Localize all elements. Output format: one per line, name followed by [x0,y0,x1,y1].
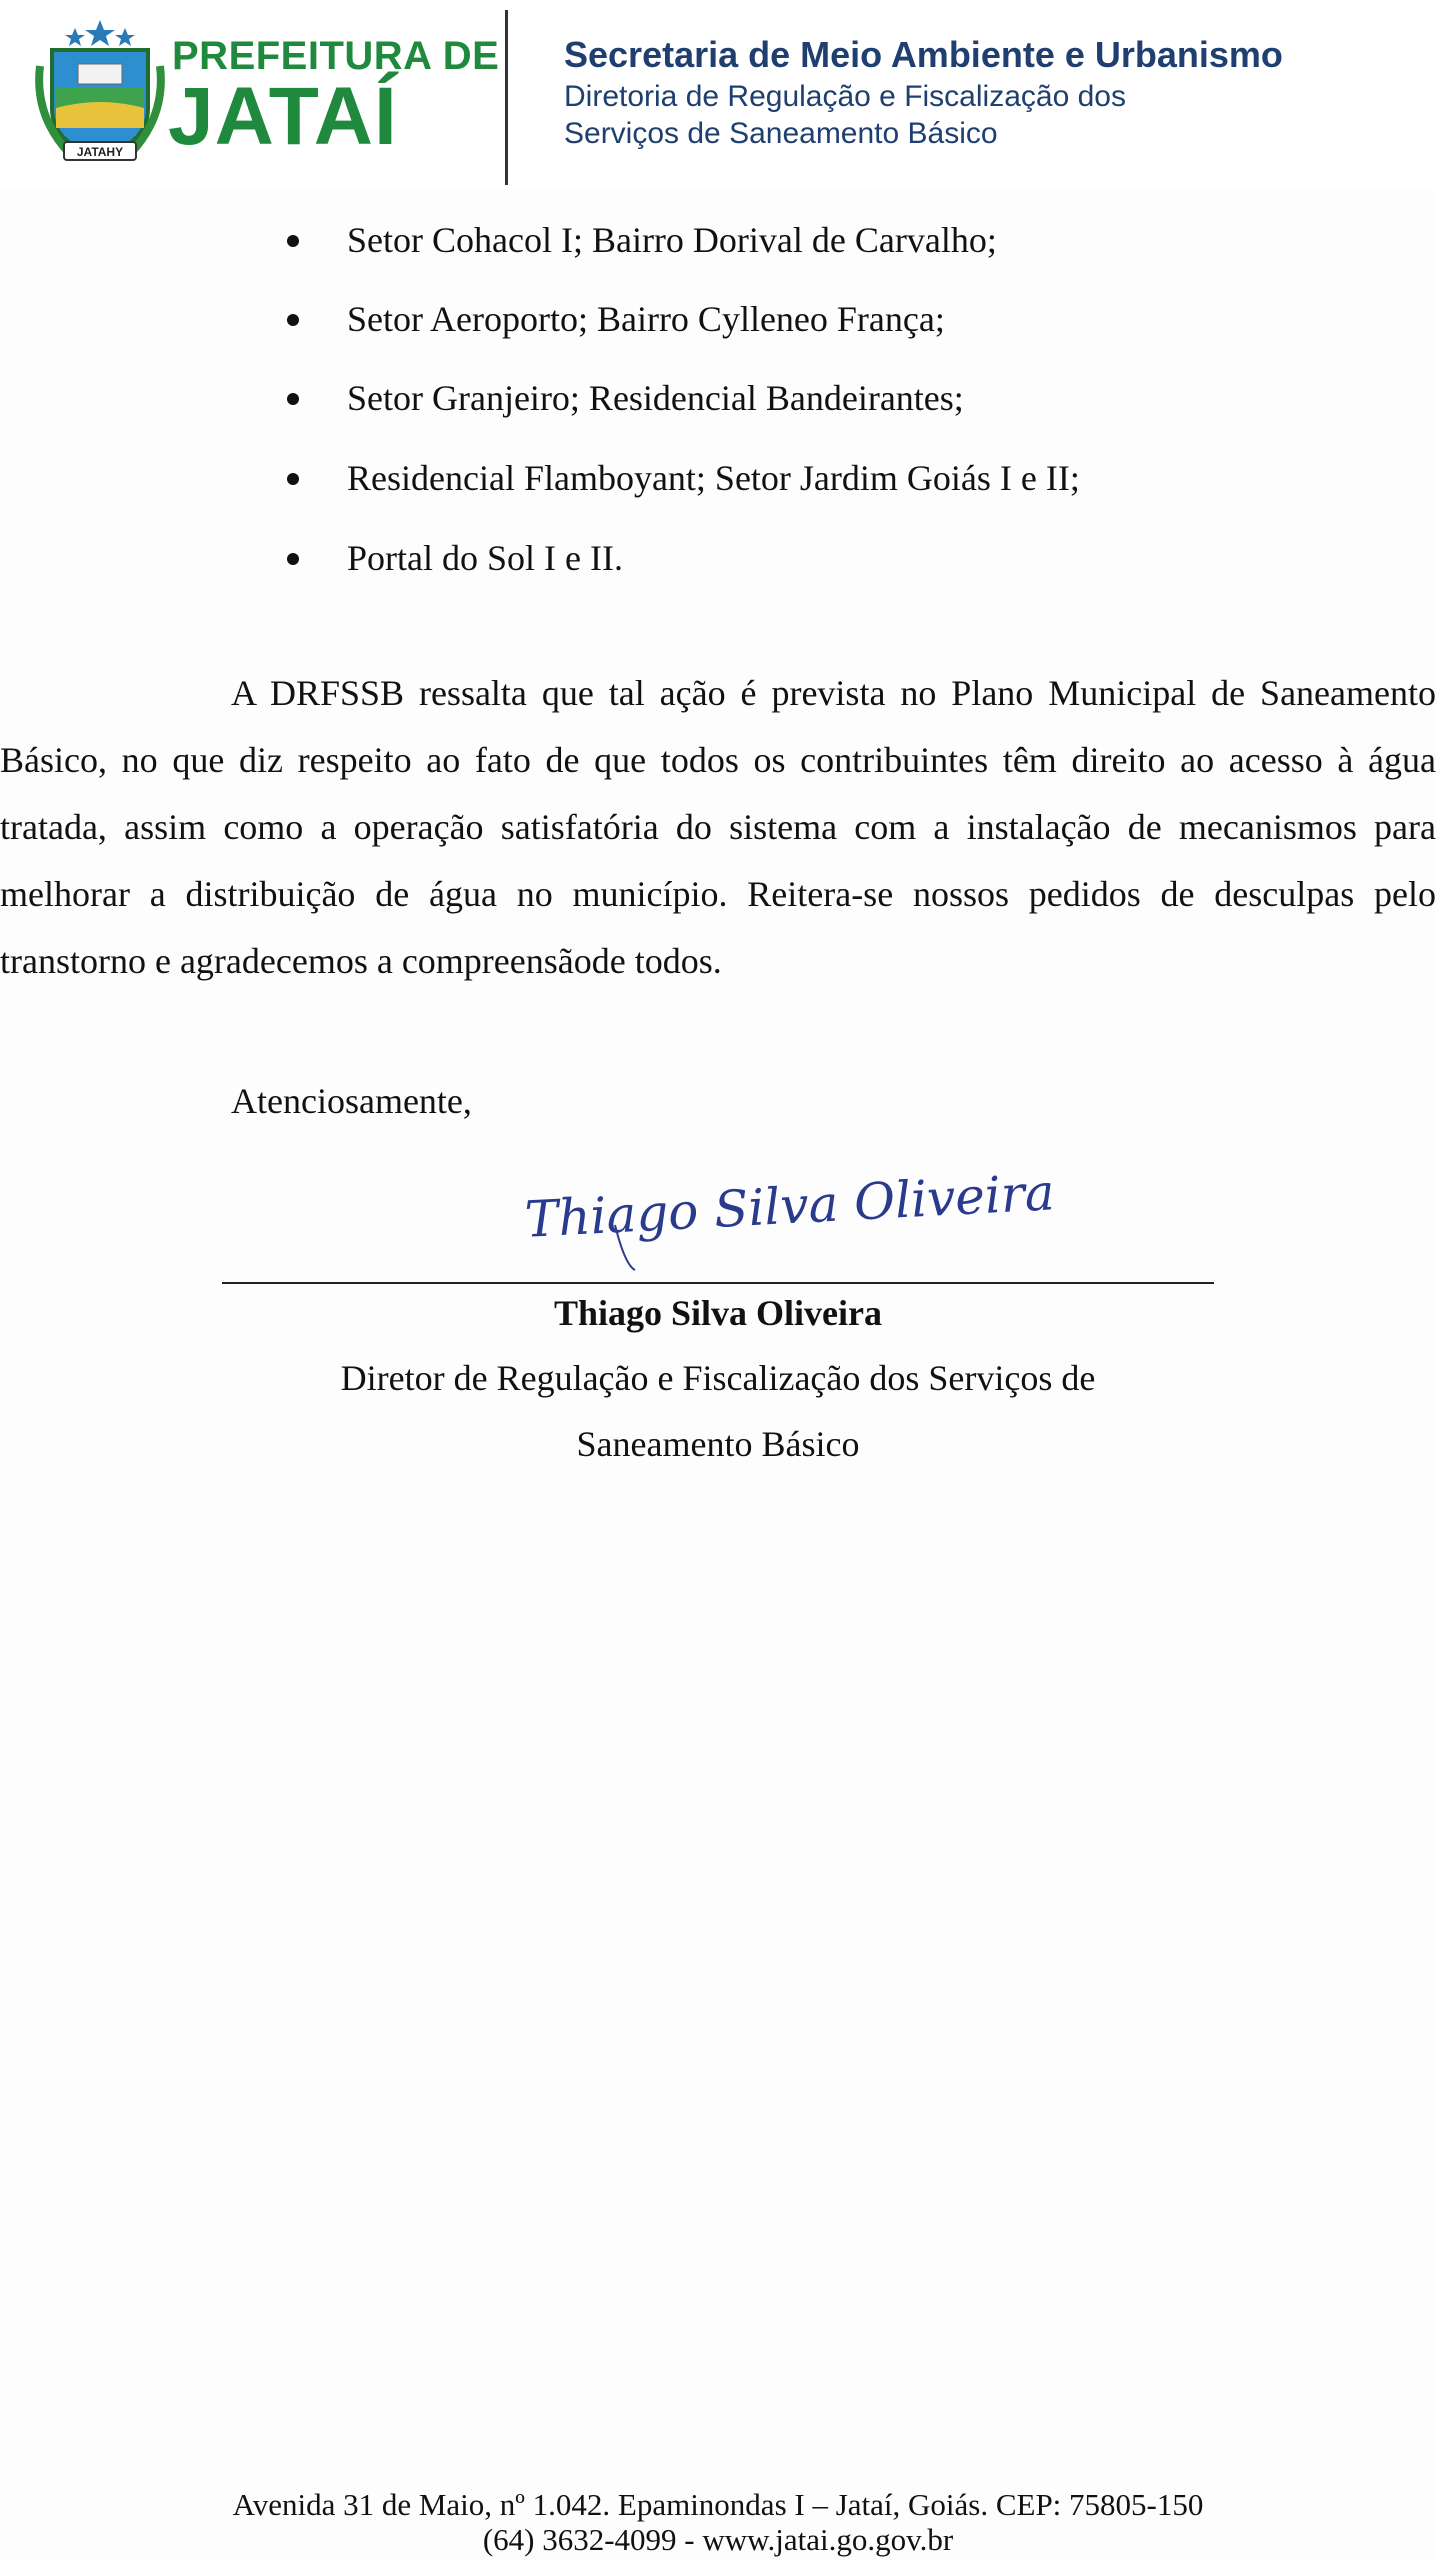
list-item-text: Setor Aeroporto; Bairro Cylleneo França; [347,299,945,339]
bullet-icon [287,235,299,247]
body-paragraph: A DRFSSB ressalta que tal ação é prevista no Plano Municipal de Saneamento Básico, no que diz respeito ao fato de que todos os contribuintes têm direito ao acesso à água tratada, assim como a operação satisfatória do sistema com a instalação de mecanismos para melhorar a distribuição de água no município. Reitera-se nossos pedidos de desculpas pelo transtorno e agradecemos a compreensãode todos. [0,673,1436,981]
closing-salutation: Atenciosamente, [231,1081,472,1121]
handwritten-signature [515,1155,1056,1275]
bullet-icon [287,553,299,565]
list-item-text: Residencial Flamboyant; Setor Jardim Goiás I e II; [347,458,1080,498]
list-item [347,540,623,576]
signer-role-line-2: Saneamento Básico [576,1424,860,1464]
list-item [347,301,945,337]
city-coat-of-arms-icon [30,16,170,166]
diretoria-line-1: Diretoria de Regulação e Fiscalização dos [564,80,1126,113]
footer-contact: (64) 3632-4099 - www.jatai.go.gov.br [482,2522,954,2557]
signature-line [222,1282,1214,1284]
diretoria-line-2: Serviços de Saneamento Básico [564,117,998,150]
signer-name: Thiago Silva Oliveira [553,1293,883,1333]
list-item [347,222,997,258]
list-item [347,380,964,416]
list-item [347,460,1080,496]
letterhead [0,0,1436,190]
logo-wordmark-city: JATAÍ [168,71,398,162]
footer-address: Avenida 31 de Maio, nº 1.042. Epaminondas I – Jataí, Goiás. CEP: 75805-150 [232,2487,1204,2522]
signer-role-line-1: Diretor de Regulação e Fiscalização dos Serviços de [340,1358,1096,1398]
signature-script: Thiago Silva Oliveira [523,1163,1056,1249]
list-item-text: Setor Cohacol I; Bairro Dorival de Carvalho; [347,220,997,260]
logo-wordmark-top: PREFEITURA DE [172,34,500,78]
header-divider [505,10,508,185]
list-item-text: Portal do Sol I e II. [347,538,623,578]
list-item-text: Setor Granjeiro; Residencial Bandeirantes; [347,378,964,418]
bullet-icon [287,314,299,326]
bullet-icon [287,473,299,485]
secretaria-title: Secretaria de Meio Ambiente e Urbanismo [564,34,1283,75]
bullet-icon [287,393,299,405]
emblem-ribbon-text: JATAHY [76,145,124,159]
